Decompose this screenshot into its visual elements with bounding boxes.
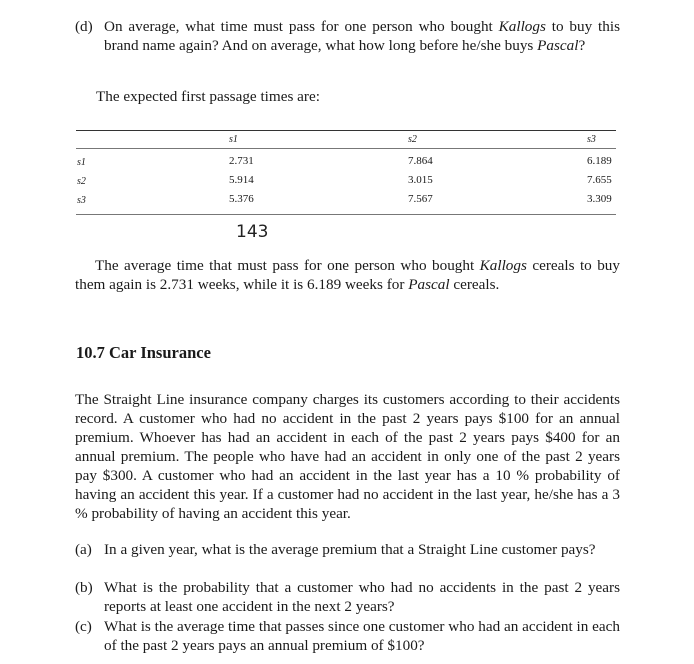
question-b bbox=[75, 578, 620, 616]
conclusion-paragraph: The average time that must pass for one person who bought Kallogs cereals to buy them again is 2.731 weeks, while it is 6.189 weeks for Pascal cereals. bbox=[75, 257, 620, 293]
table-cell: 3.309 bbox=[587, 193, 612, 205]
column-header: s3 bbox=[587, 134, 596, 145]
table-bottom-rule bbox=[76, 214, 616, 215]
table-cell: 5.914 bbox=[229, 174, 254, 186]
question-d bbox=[75, 17, 620, 55]
question-label: (a) bbox=[75, 541, 92, 558]
table-cell: 7.567 bbox=[408, 193, 433, 205]
question-label: (b) bbox=[75, 579, 93, 596]
question-d-text: On average, what time must pass for one person who bought Kallogs to buy this brand name again? And on average, what how long before he/she buys Pascal? bbox=[104, 18, 621, 54]
brand-pascal: Pascal bbox=[408, 276, 450, 293]
question-label: (c) bbox=[75, 618, 92, 635]
brand-kallogs: Kallogs bbox=[498, 18, 546, 35]
question-text: What is the probability that a customer who had no accidents in the past 2 years reports at least one accident in the next 2 years? bbox=[104, 579, 620, 615]
row-header: s3 bbox=[77, 195, 86, 206]
table-cell: 7.655 bbox=[587, 174, 612, 186]
brand-kallogs: Kallogs bbox=[479, 257, 527, 274]
question-a bbox=[75, 540, 620, 559]
table-cell: 3.015 bbox=[408, 174, 433, 186]
brand-pascal: Pascal bbox=[537, 37, 579, 54]
table-header-rule bbox=[76, 148, 616, 149]
question-c bbox=[75, 617, 620, 655]
question-text: What is the average time that passes since one customer who had an accident in each of the past 2 years pays an annual premium of $100? bbox=[104, 618, 620, 654]
body-paragraph: The Straight Line insurance company charges its customers according to their accidents record. A customer who had no accident in the past 2 years pays $100 for an annual premium. Whoever has had an accident in each of the past 2 years pays $400 for an annual premium. The people who have had an accident in only one of the past 2 years pay $300. A customer who had an accident in the last year has a 10 % probability of having an accident this year. If a customer had no accident in the last year, he/she has a 3 % probability of having an accident this year. bbox=[75, 391, 620, 522]
row-header: s1 bbox=[77, 157, 86, 168]
table-cell: 2.731 bbox=[229, 155, 254, 167]
question-d-label: (d) bbox=[75, 18, 93, 35]
page-number: 143 bbox=[236, 222, 269, 242]
row-header: s2 bbox=[77, 176, 86, 187]
column-header: s2 bbox=[408, 134, 417, 145]
table-cell: 6.189 bbox=[587, 155, 612, 167]
column-header: s1 bbox=[229, 134, 238, 145]
table-cell: 7.864 bbox=[408, 155, 433, 167]
table-top-rule bbox=[76, 130, 616, 131]
table-cell: 5.376 bbox=[229, 193, 254, 205]
section-title: 10.7 Car Insurance bbox=[76, 343, 211, 362]
table-intro: The expected first passage times are: bbox=[96, 88, 320, 105]
question-text: In a given year, what is the average premium that a Straight Line customer pays? bbox=[104, 541, 596, 558]
